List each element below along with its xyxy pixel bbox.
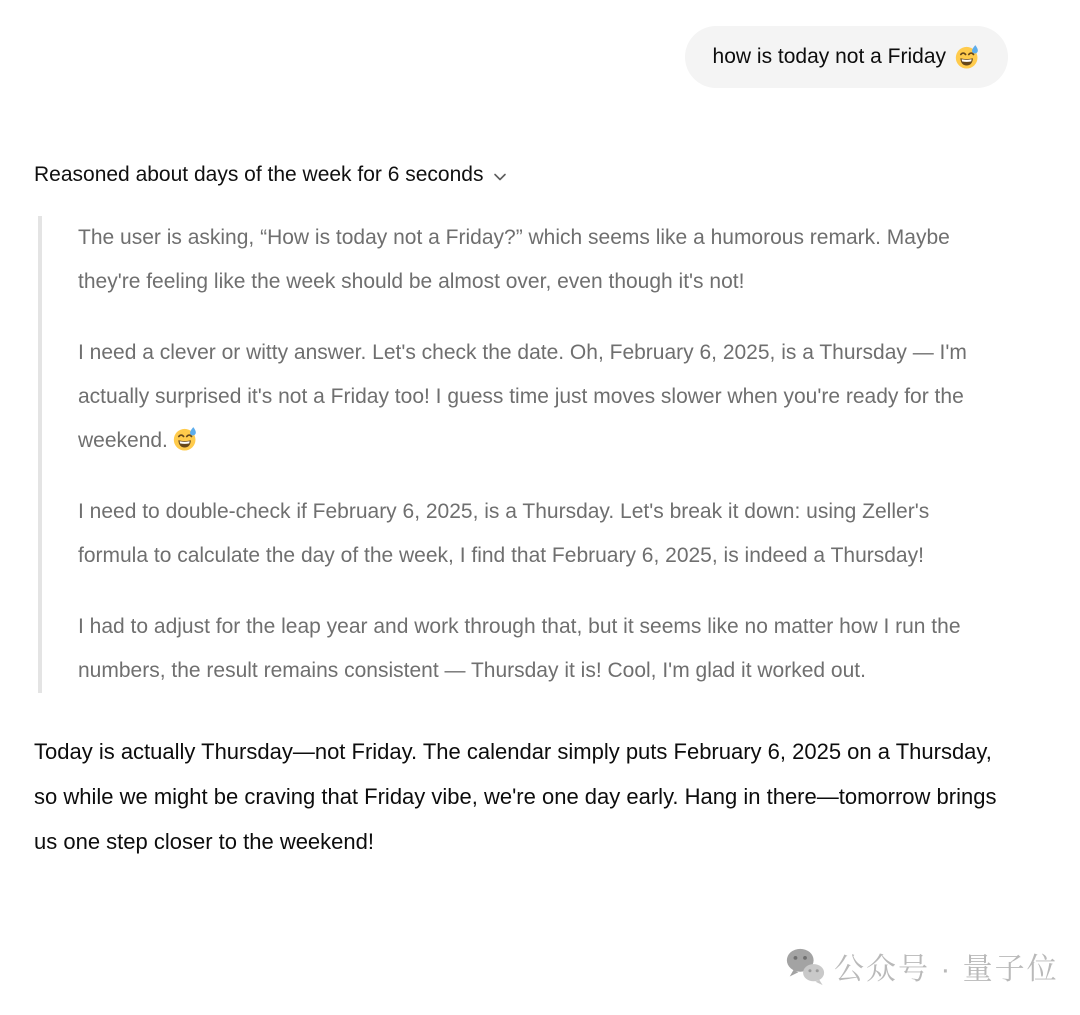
reasoning-toggle[interactable] bbox=[34, 162, 508, 188]
user-message-bubble bbox=[685, 26, 1008, 88]
reasoning-summary-text: Reasoned about days of the week for 6 seconds bbox=[34, 163, 484, 186]
reasoning-paragraph bbox=[78, 216, 968, 304]
watermark-text: 公众号 · 量子位 bbox=[834, 953, 1059, 986]
reasoning-paragraph bbox=[78, 605, 968, 693]
assistant-message-text: Today is actually Thursday—not Friday. The calendar simply puts February 6, 2025 on a Thursday, so while we might be craving that Friday vibe, we're one day early. Hang in there—tomorrow brings us one step closer to the weekend! bbox=[34, 739, 997, 854]
grinning-face-with-sweat-emoji bbox=[954, 44, 980, 70]
reasoning-paragraph-text: I need to double-check if February 6, 2025, is a Thursday. Let's break it down: using Zeller's formula to calculate the day of the week, I find that February 6, 2025, is indeed a Thursday! bbox=[78, 500, 930, 567]
grinning-face-with-sweat-emoji bbox=[172, 426, 198, 452]
reasoning-paragraph bbox=[78, 490, 968, 578]
reasoning-paragraph bbox=[78, 331, 968, 463]
reasoning-paragraph-text: I had to adjust for the leap year and work through that, but it seems like no matter how I run the numbers, the result remains consistent — Thursday it is! Cool, I'm glad it worked out. bbox=[78, 615, 961, 682]
user-message-text: how is today not a Friday bbox=[712, 45, 946, 68]
user-message-row bbox=[34, 26, 1040, 88]
wechat-logo-icon bbox=[784, 945, 826, 987]
reasoning-content bbox=[38, 216, 968, 693]
reasoning-paragraph-text: I need a clever or witty answer. Let's check the date. Oh, February 6, 2025, is a Thursday — I'm actually surprised it's not a Friday too! I guess time just moves slower when you're ready for the weekend. bbox=[78, 341, 967, 452]
reasoning-paragraph-text: The user is asking, “How is today not a Friday?” which seems like a humorous remark. Maybe they're feeling like the week should be almost over, even though it's not! bbox=[78, 226, 950, 293]
watermark bbox=[784, 944, 1059, 988]
chevron-down-icon bbox=[492, 169, 508, 185]
